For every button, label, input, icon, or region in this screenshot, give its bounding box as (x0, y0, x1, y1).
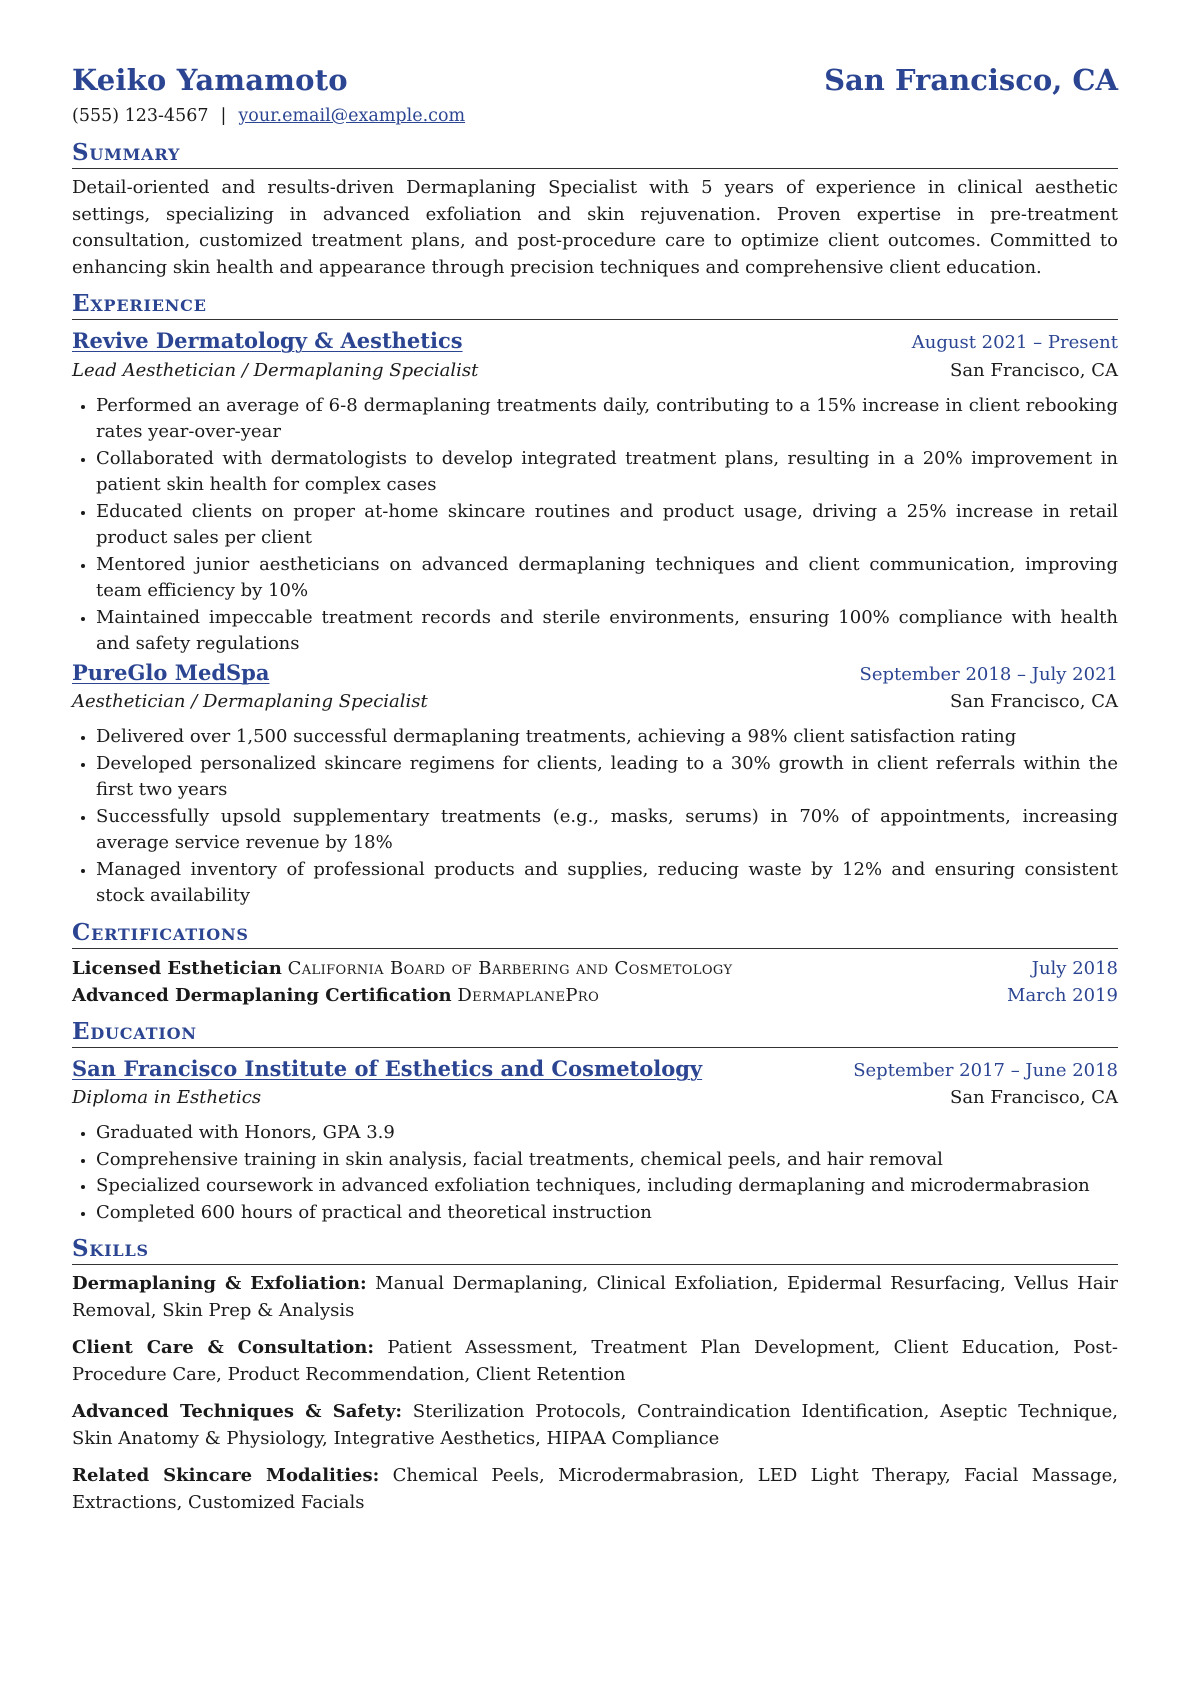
job-entry (72, 658, 1118, 910)
contact-line (72, 102, 1118, 130)
skill-group (72, 1399, 1118, 1452)
certification-name: Advanced Dermaplaning Certification (72, 984, 452, 1006)
bullet-item: • Successfully upsold supplementary treatments (e.g., masks, serums) in 70% of appointments, increasing average service revenue by 18% (96, 804, 1118, 857)
bullet-item: • Developed personalized skincare regimens for clients, leading to a 30% growth in client referrals within the first two years (96, 751, 1118, 804)
phone-number: (555) 123-4567 (72, 106, 209, 126)
company-link[interactable]: Revive Dermatology & Aesthetics (72, 328, 463, 353)
job-location: San Francisco, CA (949, 691, 1118, 712)
certification-item (72, 955, 1118, 982)
education-bullets (72, 1120, 1118, 1226)
certification-date: March 2019 (1007, 984, 1118, 1006)
certifications-heading: Certifications (72, 918, 1118, 949)
bullet-item: • Mentored junior aestheticians on advanced dermaplaning techniques and client communication, improving team efficiency by 10% (96, 552, 1118, 605)
certification-item (72, 982, 1118, 1009)
education-dates: September 2017 – June 2018 (853, 1059, 1118, 1081)
summary-heading: Summary (72, 138, 1118, 169)
candidate-name: Keiko Yamamoto (72, 63, 348, 97)
email-link[interactable]: your.email@example.com (238, 106, 466, 126)
bullet-item: • Maintained impeccable treatment records and sterile environments, ensuring 100% compliance with health and safety regulations (96, 605, 1118, 658)
education-entry (72, 1054, 1118, 1227)
skill-group (72, 1335, 1118, 1388)
skill-items: Patient Assessment, Treatment Plan Development, Client Education, Post-Procedure Care, Product Recommendation, Client Retention (72, 1337, 1118, 1385)
bullet-item: • Delivered over 1,500 successful dermaplaning treatments, achieving a 98% client satisfaction rating (96, 724, 1118, 751)
resume-header (72, 58, 1118, 102)
education-location: San Francisco, CA (949, 1087, 1118, 1108)
job-role: Aesthetician / Dermaplaning Specialist (72, 691, 428, 712)
bullet-item: • Performed an average of 6-8 dermaplaning treatments daily, contributing to a 15% increase in client rebooking rates year-over-year (96, 393, 1118, 446)
certification-issuer: California Board of Barbering and Cosmetology (287, 957, 733, 979)
job-bullets (72, 393, 1118, 658)
bullet-item: • Collaborated with dermatologists to develop integrated treatment plans, resulting in a 20% improvement in patient skin health for complex cases (96, 446, 1118, 499)
degree: Diploma in Esthetics (72, 1087, 262, 1108)
bullet-item: • Graduated with Honors, GPA 3.9 (96, 1120, 1118, 1147)
contact-separator: | (220, 106, 227, 126)
skill-items: Manual Dermaplaning, Clinical Exfoliation, Epidermal Resurfacing, Vellus Hair Removal, Skin Prep & Analysis (72, 1273, 1118, 1321)
skill-category: Client Care & Consultation: (72, 1337, 374, 1358)
job-bullets (72, 724, 1118, 910)
bullet-item: • Managed inventory of professional products and supplies, reducing waste by 12% and ensuring consistent stock availability (96, 857, 1118, 910)
skill-items: Chemical Peels, Microdermabrasion, LED Light Therapy, Facial Massage, Extractions, Customized Facials (72, 1465, 1118, 1513)
bullet-item: • Educated clients on proper at-home skincare routines and product usage, driving a 25% increase in retail product sales per client (96, 499, 1118, 552)
header-location: San Francisco, CA (824, 63, 1118, 97)
skill-group (72, 1463, 1118, 1516)
bullet-item: • Specialized coursework in advanced exfoliation techniques, including dermaplaning and microdermabrasion (96, 1173, 1118, 1200)
skill-category: Advanced Techniques & Safety: (72, 1401, 403, 1422)
experience-heading: Experience (72, 289, 1118, 320)
job-dates: August 2021 – Present (911, 332, 1118, 353)
skill-category: Related Skincare Modalities: (72, 1465, 380, 1486)
skill-group (72, 1271, 1118, 1324)
job-location: San Francisco, CA (949, 359, 1118, 381)
resume-page (72, 58, 1118, 1527)
skills-heading: Skills (72, 1234, 1118, 1265)
school-link[interactable]: San Francisco Institute of Esthetics and Cosmetology (72, 1055, 703, 1081)
bullet-item: • Completed 600 hours of practical and theoretical instruction (96, 1200, 1118, 1227)
certification-date: July 2018 (1031, 957, 1118, 979)
job-dates: September 2018 – July 2021 (859, 663, 1118, 685)
skill-category: Dermaplaning & Exfoliation: (72, 1273, 367, 1294)
skill-items: Sterilization Protocols, Contraindication Identification, Aseptic Technique, Skin Anatomy & Physiology, Integrative Aesthetics, HIPAA Compliance (72, 1401, 1118, 1449)
certification-issuer: DermaplanePro (457, 984, 600, 1006)
job-entry (72, 326, 1118, 658)
summary-text: Detail-oriented and results-driven Dermaplaning Specialist with 5 years of experience in clinical aesthetic settings, specializing in advanced exfoliation and skin rejuvenation. Proven expertise in pre-treatment consultation, customized treatment plans, and post-procedure care to optimize client outcomes. Committed to enhancing skin health and appearance through precision techniques and comprehensive client education. (72, 177, 1118, 278)
bullet-item: • Comprehensive training in skin analysis, facial treatments, chemical peels, and hair removal (96, 1147, 1118, 1174)
company-link[interactable]: PureGlo MedSpa (72, 659, 270, 685)
certification-name: Licensed Esthetician (72, 957, 282, 979)
job-role: Lead Aesthetician / Dermaplaning Specialist (72, 359, 479, 381)
education-heading: Education (72, 1017, 1118, 1048)
